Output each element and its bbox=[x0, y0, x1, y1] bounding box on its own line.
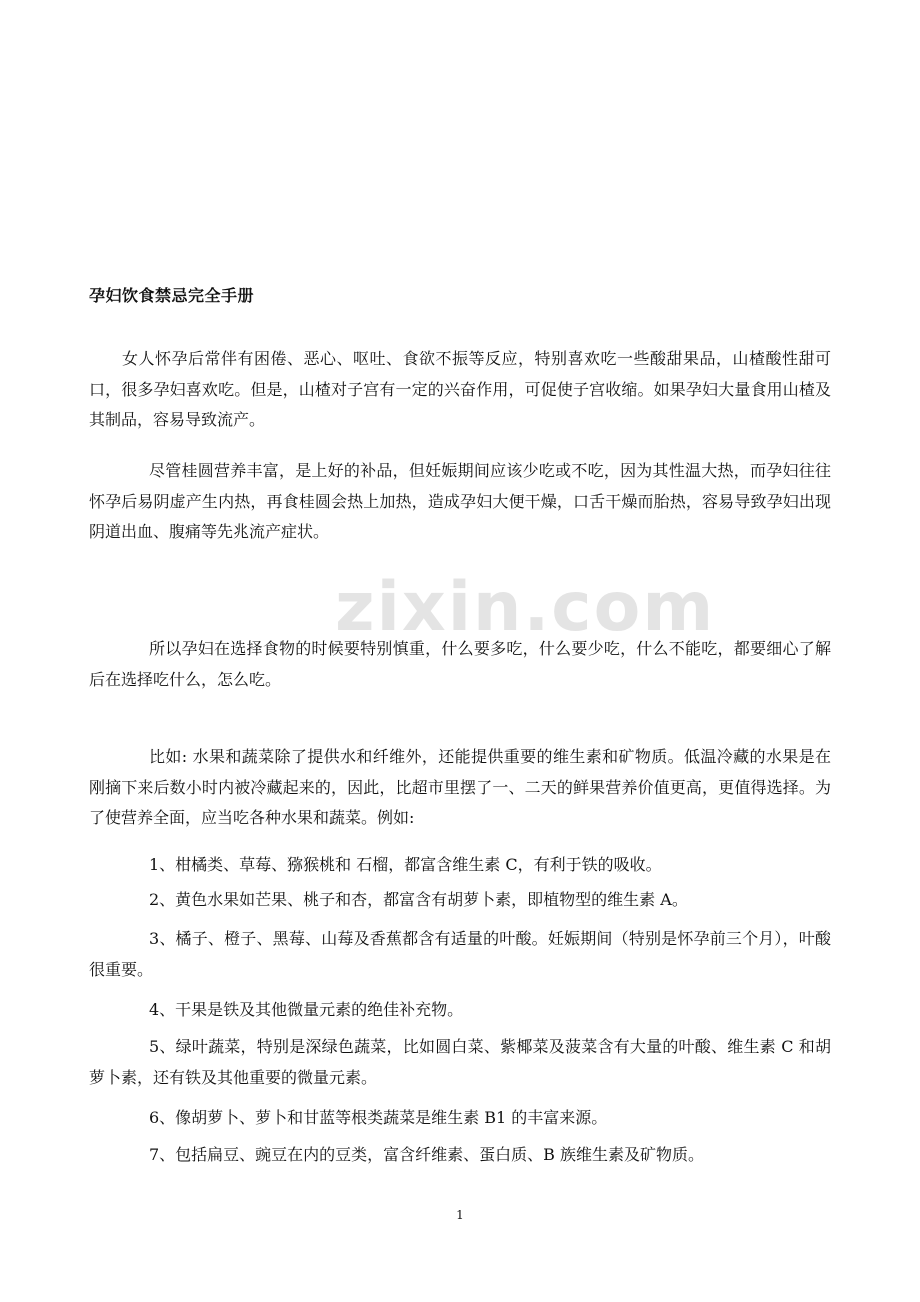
list-item: 3、橘子、橙子、黑莓、山莓及香蕉都含有适量的叶酸。妊娠期间（特别是怀孕前三个月），叶酸很重要。 bbox=[89, 929, 831, 979]
paragraph-fruits-vegetables: 比如: 水果和蔬菜除了提供水和纤维外，还能提供重要的维生素和矿物质。低温冷藏的水果是在刚摘下来后数小时内被冷藏起来的，因此，比超市里摆了一、二天的鲜果营养价值更高，更值得选择。为了使营养全面，应当吃各种水果和蔬菜。例如: bbox=[89, 747, 831, 827]
list-item: 1、柑橘类、草莓、猕猴桃和 石榴，都富含维生素 C，有利于铁的吸收。 bbox=[149, 855, 662, 874]
list-item: 4、干果是铁及其他微量元素的绝佳补充物。 bbox=[149, 1000, 464, 1019]
paragraph-longan: 尽管桂圆营养丰富，是上好的补品，但妊娠期间应该少吃或不吃，因为其性温大热，而孕妇往往怀孕后易阴虚产生内热，再食桂圆会热上加热，造成孕妇大便干燥，口舌干燥而胎热，容易导致孕妇出现阴道出血、腹痛等先兆流产症状。 bbox=[89, 461, 831, 541]
list-item: 7、包括扁豆、豌豆在内的豆类，富含纤维素、蛋白质、B 族维生素及矿物质。 bbox=[149, 1145, 705, 1164]
list-item: 6、像胡萝卜、萝卜和甘蓝等根类蔬菜是维生素 B1 的丰富来源。 bbox=[149, 1108, 608, 1127]
document-title: 孕妇饮食禁忌完全手册 bbox=[89, 286, 255, 305]
watermark: zixin.com bbox=[335, 568, 716, 647]
paragraph-hawthorn: 女人怀孕后常伴有困倦、恶心、呕吐、食欲不振等反应，特别喜欢吃一些酸甜果品，山楂酸性甜可口，很多孕妇喜欢吃。但是，山楂对子宫有一定的兴奋作用，可促使子宫收缩。如果孕妇大量食用山楂及其制品，容易导致流产。 bbox=[89, 349, 831, 429]
list-item: 5、绿叶蔬菜，特别是深绿色蔬菜，比如圆白菜、紫椰菜及菠菜含有大量的叶酸、维生素 C 和胡萝卜素，还有铁及其他重要的微量元素。 bbox=[89, 1037, 831, 1087]
page-number: 1 bbox=[456, 1208, 464, 1222]
list-item: 2、黄色水果如芒果、桃子和杏，都富含有胡萝卜素，即植物型的维生素 A。 bbox=[149, 890, 688, 909]
paragraph-choose-food: 所以孕妇在选择食物的时候要特别慎重，什么要多吃，什么要少吃，什么不能吃，都要细心了解后在选择吃什么，怎么吃。 bbox=[89, 639, 831, 689]
